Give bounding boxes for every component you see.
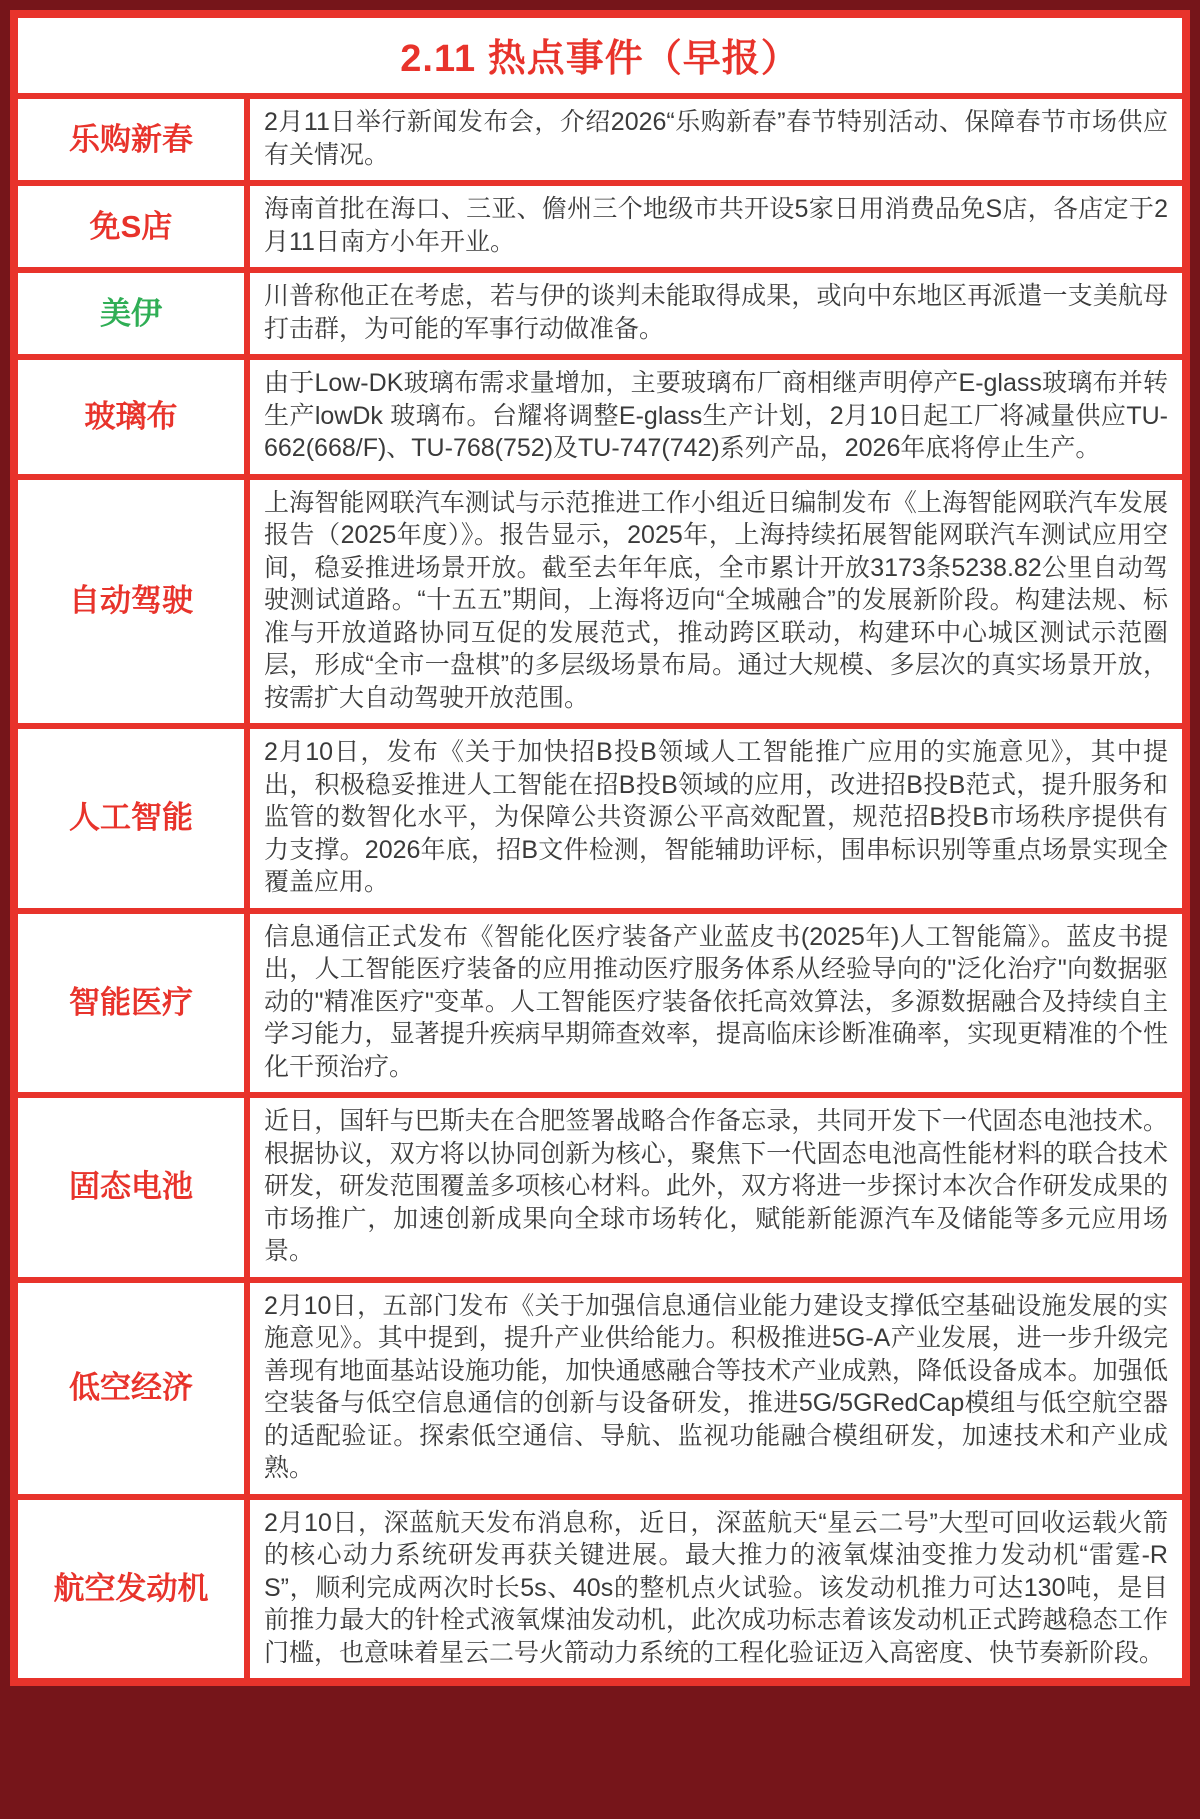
row-content: 上海智能网联汽车测试与示范推进工作小组近日编制发布《上海智能网联汽车发展报告（2025年度）》。报告显示，2025年，上海持续拓展智能网联汽车测试应用空间，稳妥推进场景开放。截至去年年底，全市累计开放3173条5238.82公里自动驾驶测试道路。“十五五”期间，上海将迈向“全城融合”的发展新阶段。构建法规、标准与开放道路协同互促的发展范式，推动跨区联动，构建环中心城区测试示范圈层，形成“全市一盘棋”的多层级场景布局。通过大规模、多层次的真实场景开放，按需扩大自动驾驶开放范围。	[264, 488, 1168, 712]
row-label: 低空经济	[18, 1283, 250, 1494]
table-row	[18, 99, 1182, 186]
row-label: 航空发动机	[18, 1500, 250, 1679]
row-content: 2月10日，深蓝航天发布消息称，近日，深蓝航天“星云二号”大型可回收运载火箭的核心动力系统研发再获关键进展。最大推力的液氧煤油变推力发动机“雷霆-RS”，顺利完成两次时长5s、40s的整机点火试验。该发动机推力可达130吨，是目前推力最大的针栓式液氧煤油发动机，此次成功标志着该发动机正式跨越稳态工作门槛，也意味着星云二号火箭动力系统的工程化验证迈入高密度、快节奏新阶段。	[264, 1508, 1168, 1667]
row-label: 玻璃布	[18, 360, 250, 474]
row-content: 2月11日举行新闻发布会，介绍2026“乐购新春”春节特别活动、保障春节市场供应有关情况。	[264, 108, 1168, 169]
table-row	[18, 360, 1182, 480]
row-content: 信息通信正式发布《智能化医疗装备产业蓝皮书(2025年)人工智能篇》。蓝皮书提出，人工智能医疗装备的应用推动医疗服务体系从经验导向的"泛化治疗"向数据驱动的"精准医疗"变革。人工智能医疗装备依托高效算法，多源数据融合及持续自主学习能力，显著提升疾病早期筛查效率，提高临床诊断准确率，实现更精准的个性化干预治疗。	[264, 922, 1168, 1081]
table-row	[18, 1500, 1182, 1679]
row-label: 自动驾驶	[18, 480, 250, 724]
row-content: 近日，国轩与巴斯夫在合肥签署战略合作备忘录，共同开发下一代固态电池技术。根据协议，双方将以协同创新为核心，聚焦下一代固态电池高性能材料的联合技术研发，研发范围覆盖多项核心材料。此外，双方将进一步探讨本次合作研发成果的市场推广，加速创新成果向全球市场转化，赋能新能源汽车及储能等多元应用场景。	[264, 1107, 1168, 1265]
row-label: 固态电池	[18, 1098, 250, 1277]
table-row	[18, 480, 1182, 730]
table-row	[18, 729, 1182, 914]
table-row	[18, 186, 1182, 273]
news-table	[10, 10, 1190, 1686]
row-label: 免S店	[18, 186, 250, 267]
table-row	[18, 914, 1182, 1099]
page-title: 2.11 热点事件（早报）	[18, 18, 1182, 99]
row-content: 由于Low-DK玻璃布需求量增加，主要玻璃布厂商相继声明停产E-glass玻璃布并转生产lowDk 玻璃布。台耀将调整E-glass生产计划，2月10日起工厂将减量供应TU-662(668/F)、TU-768(752)及TU-747(742)系列产品，2026年底将停止生产。	[264, 369, 1168, 462]
row-label: 智能医疗	[18, 914, 250, 1093]
table-row	[18, 273, 1182, 360]
table-row	[18, 1098, 1182, 1283]
table-row	[18, 1283, 1182, 1500]
row-content: 2月10日，五部门发布《关于加强信息通信业能力建设支撑低空基础设施发展的实施意见》。其中提到，提升产业供给能力。积极推进5G-A产业发展，进一步升级完善现有地面基站设施功能，加快通感融合等技术产业成熟，降低设备成本。加强低空装备与低空信息通信的创新与设备研发，推进5G/5GRedCap模组与低空航空器的适配验证。探索低空通信、导航、监视功能融合模组研发，加速技术和产业成熟。	[264, 1291, 1168, 1482]
row-label: 人工智能	[18, 729, 250, 908]
row-content: 川普称他正在考虑，若与伊的谈判未能取得成果，或向中东地区再派遣一支美航母打击群，为可能的军事行动做准备。	[264, 282, 1168, 343]
row-content: 2月10日，发布《关于加快招B投B领域人工智能推广应用的实施意见》，其中提出，积极稳妥推进人工智能在招B投B领域的应用，改进招B投B范式，提升服务和监管的数智化水平，为保障公共资源公平高效配置，规范招B投B市场秩序提供有力支撑。2026年底，招B文件检测，智能辅助评标，围串标识别等重点场景实现全覆盖应用。	[264, 738, 1168, 896]
row-label: 乐购新春	[18, 99, 250, 180]
row-label: 美伊	[18, 273, 250, 354]
row-content: 海南首批在海口、三亚、儋州三个地级市共开设5家日用消费品免S店，各店定于2月11日南方小年开业。	[264, 195, 1168, 256]
